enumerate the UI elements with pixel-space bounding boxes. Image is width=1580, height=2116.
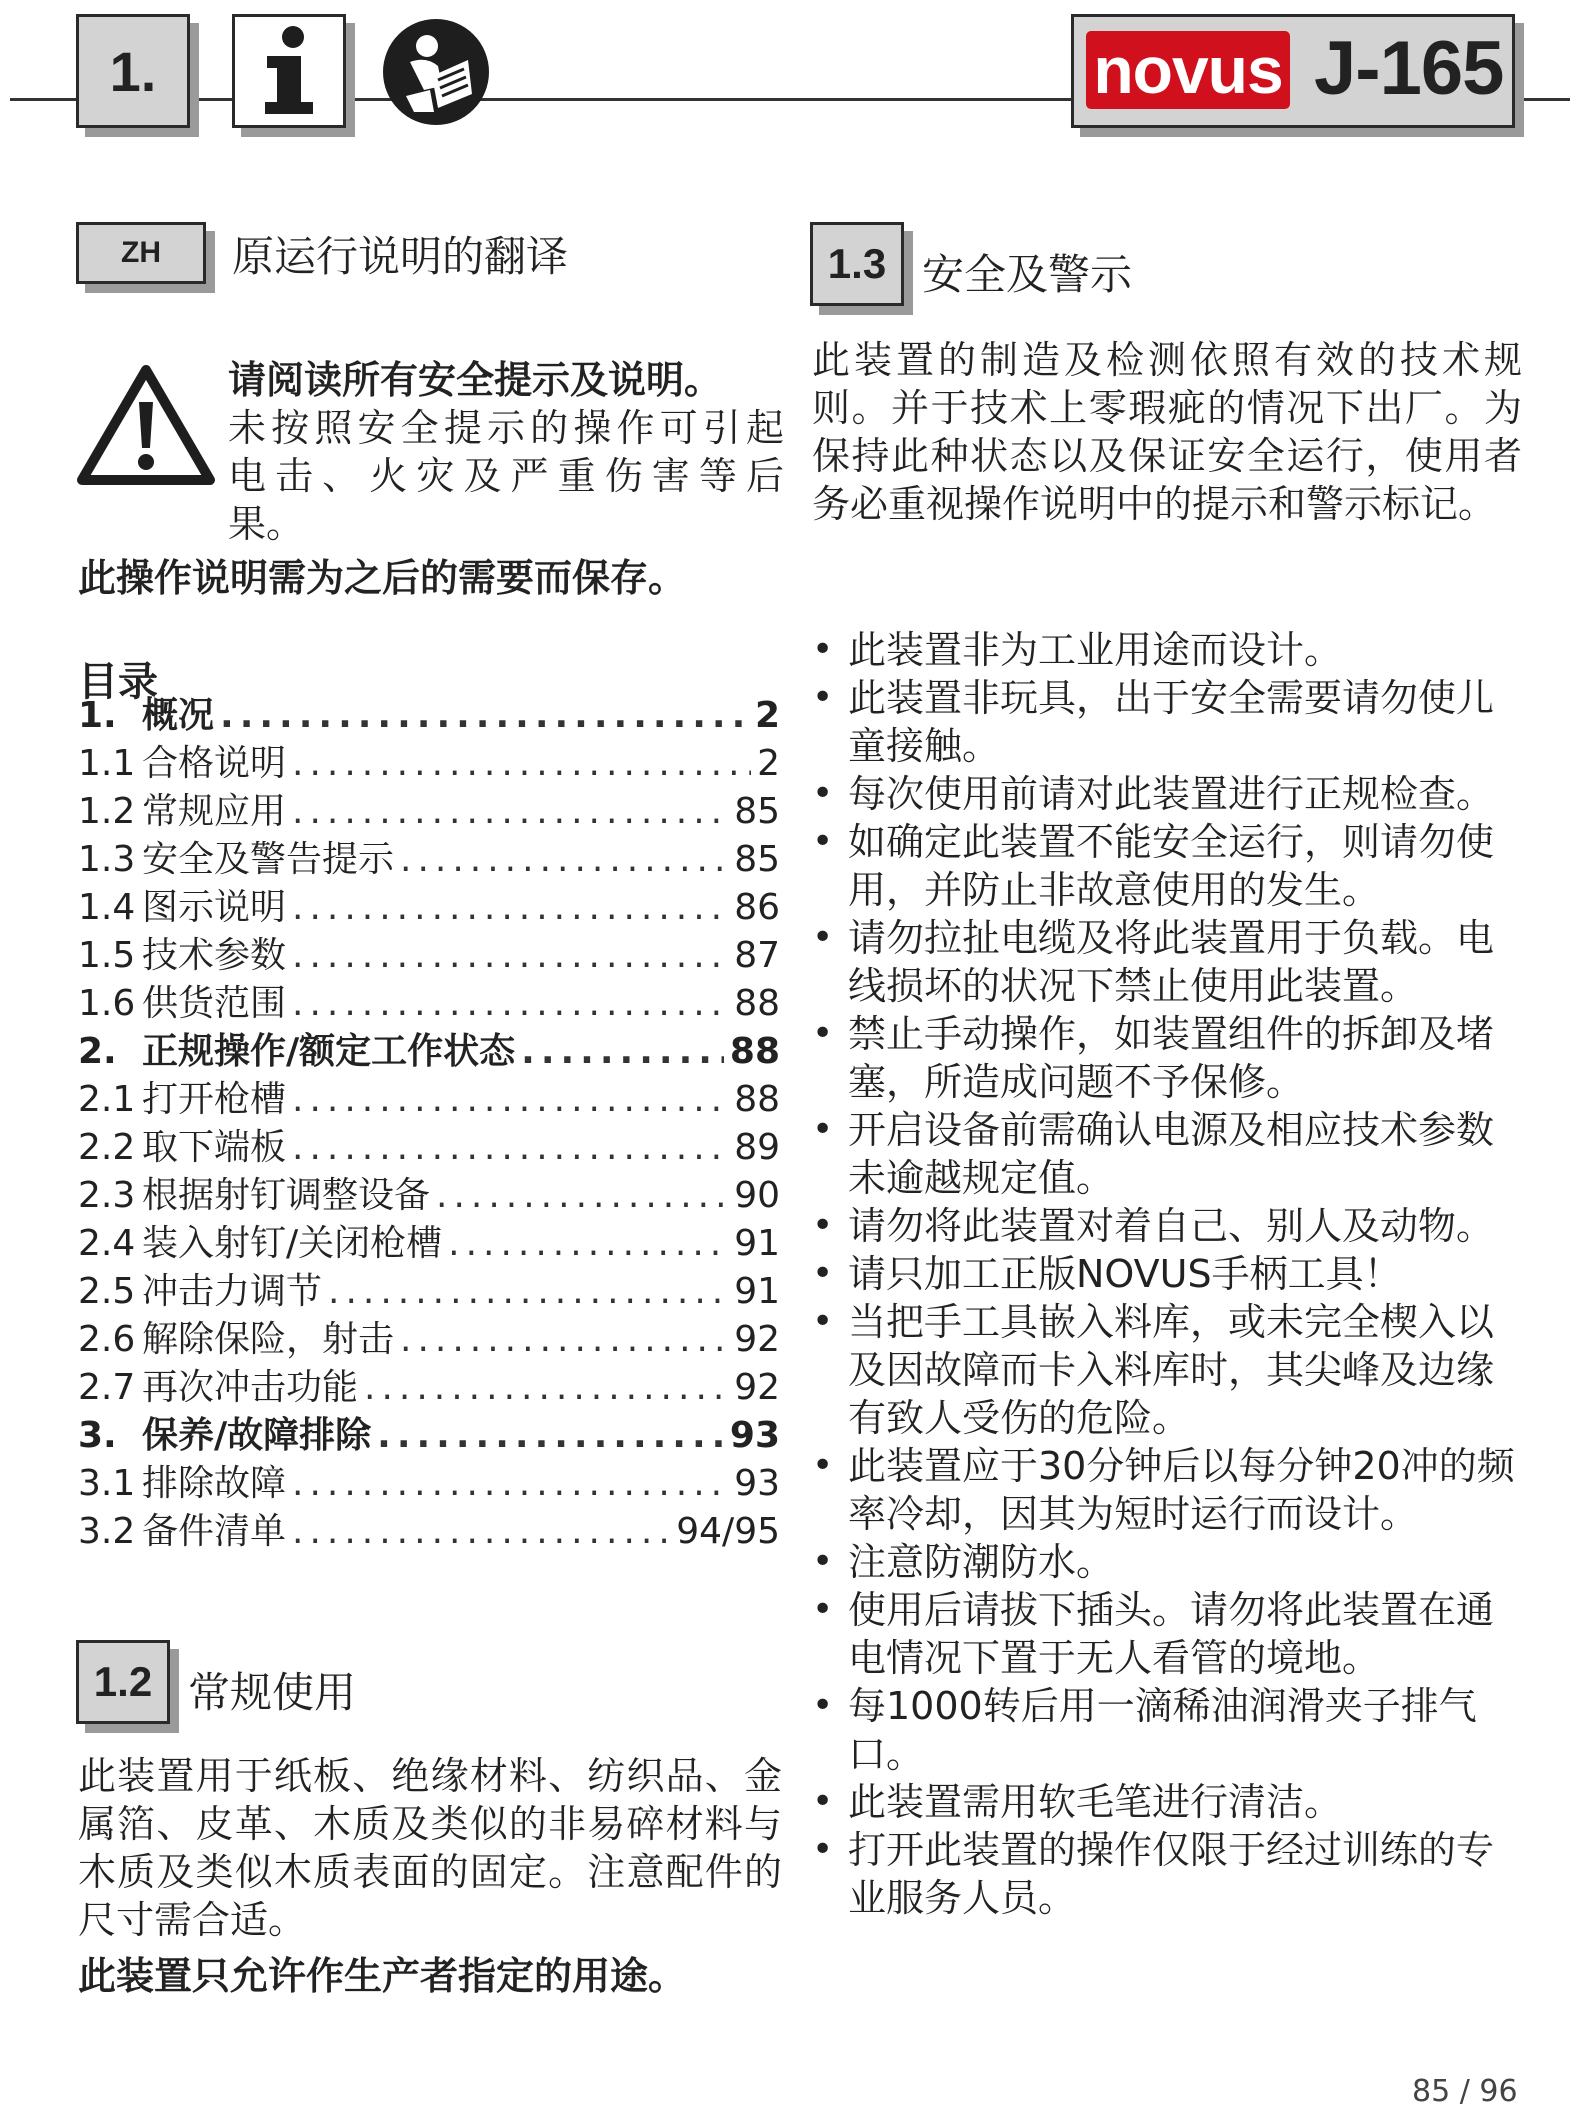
chapter-number-box: [76, 14, 190, 128]
toc-leader-dots: [377, 1412, 724, 1460]
toc-leader-dots: [521, 1028, 724, 1076]
section-1-3-title: 安全及警示: [922, 250, 1133, 299]
toc-item-page: 2: [757, 743, 780, 784]
toc-leader-dots: [292, 1460, 728, 1508]
toc-item-label: 再次冲击功能: [142, 1367, 359, 1408]
warning-line-4: 果。: [228, 502, 305, 546]
toc-leader-dots: [400, 1316, 728, 1364]
toc-item-page: 85: [734, 791, 780, 832]
toc-item-page: 93: [729, 1415, 780, 1456]
toc-item: [78, 836, 780, 884]
safety-bullet-list: [812, 626, 1524, 1922]
brand-box: [1071, 14, 1515, 128]
toc-leader-dots: [364, 1364, 728, 1412]
toc-item-page: 93: [734, 1463, 780, 1504]
toc-item-number: 2.: [78, 1031, 117, 1072]
toc-item-page: 2: [754, 695, 780, 736]
toc-item-label: 图示说明: [142, 887, 287, 928]
safety-bullet: • 请勿将此装置对着自己、别人及动物。: [812, 1202, 1524, 1250]
toc-item: [78, 1172, 780, 1220]
safety-bullet: • 开启设备前需确认电源及相应技术参数未逾越规定值。: [812, 1106, 1524, 1202]
warning-line-1: 请阅读所有安全提示及说明。: [228, 358, 723, 402]
toc-item-page: 88: [729, 1031, 780, 1072]
toc-leader-dots: [328, 1268, 728, 1316]
section-1-3-intro: 此装置的制造及检测依照有效的技术规则。并于技术上零瑕疵的情况下出厂。为保持此种状态以及保证安全运行，使用者务必重视操作说明中的提示和警示标记。: [812, 338, 1522, 526]
toc-item: [78, 884, 780, 932]
toc-leader-dots: [292, 1124, 728, 1172]
info-glyph: [249, 24, 329, 118]
toc-leader-dots: [292, 1076, 728, 1124]
translation-title: 原运行说明的翻译: [232, 232, 569, 281]
toc-item-page: 87: [734, 935, 780, 976]
safety-bullet: • 此装置应于30分钟后以每分钟20冲的频率冷却，因其为短时运行而设计。: [812, 1442, 1524, 1538]
toc-item-number: 1.4: [78, 887, 136, 928]
toc-item-page: 85: [734, 839, 780, 880]
warning-line-3: 电击、火灾及严重伤害等后: [228, 454, 784, 498]
language-code-box: [76, 222, 206, 284]
keep-instructions-note: 此操作说明需为之后的需要而保存。: [78, 556, 687, 600]
safety-bullet: • 当把手工具嵌入料库，或未完全楔入以及因故障而卡入料库时，其尖峰及边缘有致人受伤的危险。: [812, 1298, 1524, 1442]
toc-item: [78, 980, 780, 1028]
safety-bullet: • 此装置非玩具，出于安全需要请勿使儿童接触。: [812, 674, 1524, 770]
toc-item-page: 90: [734, 1175, 780, 1216]
section-1-2-body: 此装置用于纸板、绝缘材料、纺织品、金属箔、皮革、木质及类似的非易碎材料与木质及类似木质表面的固定。注意配件的尺寸需合适。: [78, 1754, 782, 1942]
safety-bullet: • 此装置需用软毛笔进行清洁。: [812, 1778, 1524, 1826]
toc-item-number: 2.1: [78, 1079, 136, 1120]
toc-item: [78, 1124, 780, 1172]
language-code: ZH: [121, 236, 161, 269]
model-name: J-165: [1314, 26, 1504, 111]
toc-item: [78, 1028, 780, 1076]
safety-bullet: • 使用后请拔下插头。请勿将此装置在通电情况下置于无人看管的境地。: [812, 1586, 1524, 1682]
toc-item-number: 2.7: [78, 1367, 136, 1408]
toc-item-label: 根据射钉调整设备: [142, 1175, 431, 1216]
toc-item-page: 89: [734, 1127, 780, 1168]
page-number: 85 / 96: [1412, 2074, 1518, 2109]
toc-item-number: 1.3: [78, 839, 136, 880]
toc-item-page: 94/95: [676, 1511, 780, 1552]
brand-name: novus: [1093, 33, 1283, 107]
toc-item-number: 1.1: [78, 743, 136, 784]
toc-leader-dots: [400, 836, 728, 884]
warning-triangle-icon: [76, 362, 216, 488]
toc-item-number: 1.: [78, 695, 117, 736]
toc-item-label: 装入射钉/关闭枪槽: [142, 1223, 443, 1264]
section-1-2-title: 常规使用: [188, 1668, 357, 1717]
toc-leader-dots: [292, 1508, 670, 1556]
toc-item: [78, 740, 780, 788]
safety-bullet: • 此装置非为工业用途而设计。: [812, 626, 1524, 674]
safety-bullet: • 每1000转后用一滴稀油润滑夹子排气口。: [812, 1682, 1524, 1778]
safety-bullet: • 请勿拉扯电缆及将此装置用于负载。电线损坏的状况下禁止使用此装置。: [812, 914, 1524, 1010]
toc-leader-dots: [220, 692, 749, 740]
toc-item-label: 供货范围: [142, 983, 287, 1024]
toc-item-label: 解除保险，射击: [142, 1319, 395, 1360]
toc-item-label: 安全及警告提示: [142, 839, 395, 880]
toc-item-label: 冲击力调节: [142, 1271, 323, 1312]
toc-leader-dots: [436, 1172, 728, 1220]
toc-item-page: 91: [734, 1271, 780, 1312]
toc-item-page: 92: [734, 1319, 780, 1360]
toc-item-label: 取下端板: [142, 1127, 287, 1168]
toc-item-number: 1.5: [78, 935, 136, 976]
toc-item-label: 排除故障: [142, 1463, 287, 1504]
toc-item-page: 88: [734, 983, 780, 1024]
safety-bullet: • 禁止手动操作，如装置组件的拆卸及堵塞，所造成问题不予保修。: [812, 1010, 1524, 1106]
toc-item-label: 备件清单: [142, 1511, 287, 1552]
toc-item: [78, 932, 780, 980]
table-of-contents: [78, 692, 780, 1556]
toc-item-number: 1.6: [78, 983, 136, 1024]
toc-item-label: 正规操作/额定工作状态: [142, 1031, 516, 1072]
safety-bullet: • 注意防潮防水。: [812, 1538, 1524, 1586]
toc-item-label: 常规应用: [142, 791, 287, 832]
toc-item-number: 2.2: [78, 1127, 136, 1168]
toc-leader-dots: [292, 740, 751, 788]
safety-bullet: • 请只加工正版NOVUS手柄工具！: [812, 1250, 1524, 1298]
toc-item: [78, 1412, 780, 1460]
info-icon: [232, 14, 346, 128]
toc-item-label: 打开枪槽: [142, 1079, 287, 1120]
toc-item-label: 保养/故障排除: [142, 1415, 372, 1456]
toc-title: 目录: [78, 659, 158, 705]
toc-item-number: 2.4: [78, 1223, 136, 1264]
toc-item-label: 概况: [142, 695, 215, 736]
toc-item-number: 3.: [78, 1415, 117, 1456]
toc-item-label: 合格说明: [142, 743, 287, 784]
toc-item-page: 86: [734, 887, 780, 928]
toc-item: [78, 1268, 780, 1316]
toc-item-number: 1.2: [78, 791, 136, 832]
section-1-3-number-box: [810, 222, 904, 306]
toc-leader-dots: [292, 884, 728, 932]
toc-item: [78, 1076, 780, 1124]
read-manual-icon: [380, 16, 492, 128]
toc-leader-dots: [448, 1220, 728, 1268]
toc-item-number: 2.5: [78, 1271, 136, 1312]
toc-item-number: 2.3: [78, 1175, 136, 1216]
toc-item-page: 88: [734, 1079, 780, 1120]
toc-item: [78, 1460, 780, 1508]
warning-line-2: 未按照安全提示的操作可引起: [228, 406, 784, 450]
chapter-number: 1.: [109, 39, 157, 103]
toc-item-label: 技术参数: [142, 935, 287, 976]
section-1-3-number: 1.3: [827, 240, 887, 287]
toc-item: [78, 692, 780, 740]
section-1-2-number: 1.2: [93, 1658, 153, 1705]
toc-item-number: 3.2: [78, 1511, 136, 1552]
toc-item-page: 92: [734, 1367, 780, 1408]
toc-item-number: 2.6: [78, 1319, 136, 1360]
toc-item-page: 91: [734, 1223, 780, 1264]
toc-leader-dots: [292, 980, 728, 1028]
toc-item-number: 3.1: [78, 1463, 136, 1504]
safety-bullet: • 每次使用前请对此装置进行正规检查。: [812, 770, 1524, 818]
novus-logo: [1086, 31, 1290, 109]
toc-item: [78, 1316, 780, 1364]
toc-item: [78, 1220, 780, 1268]
toc-leader-dots: [292, 932, 728, 980]
warning-text: [228, 356, 784, 548]
safety-bullet: • 如确定此装置不能安全运行，则请勿使用，并防止非故意使用的发生。: [812, 818, 1524, 914]
toc-item: [78, 788, 780, 836]
toc-item: [78, 1508, 780, 1556]
toc-item: [78, 1364, 780, 1412]
toc-leader-dots: [292, 788, 728, 836]
safety-bullet: • 打开此装置的操作仅限于经过训练的专业服务人员。: [812, 1826, 1524, 1922]
section-1-2-note: 此装置只允许作生产者指定的用途。: [78, 1954, 687, 1998]
section-1-2-number-box: [76, 1640, 170, 1724]
